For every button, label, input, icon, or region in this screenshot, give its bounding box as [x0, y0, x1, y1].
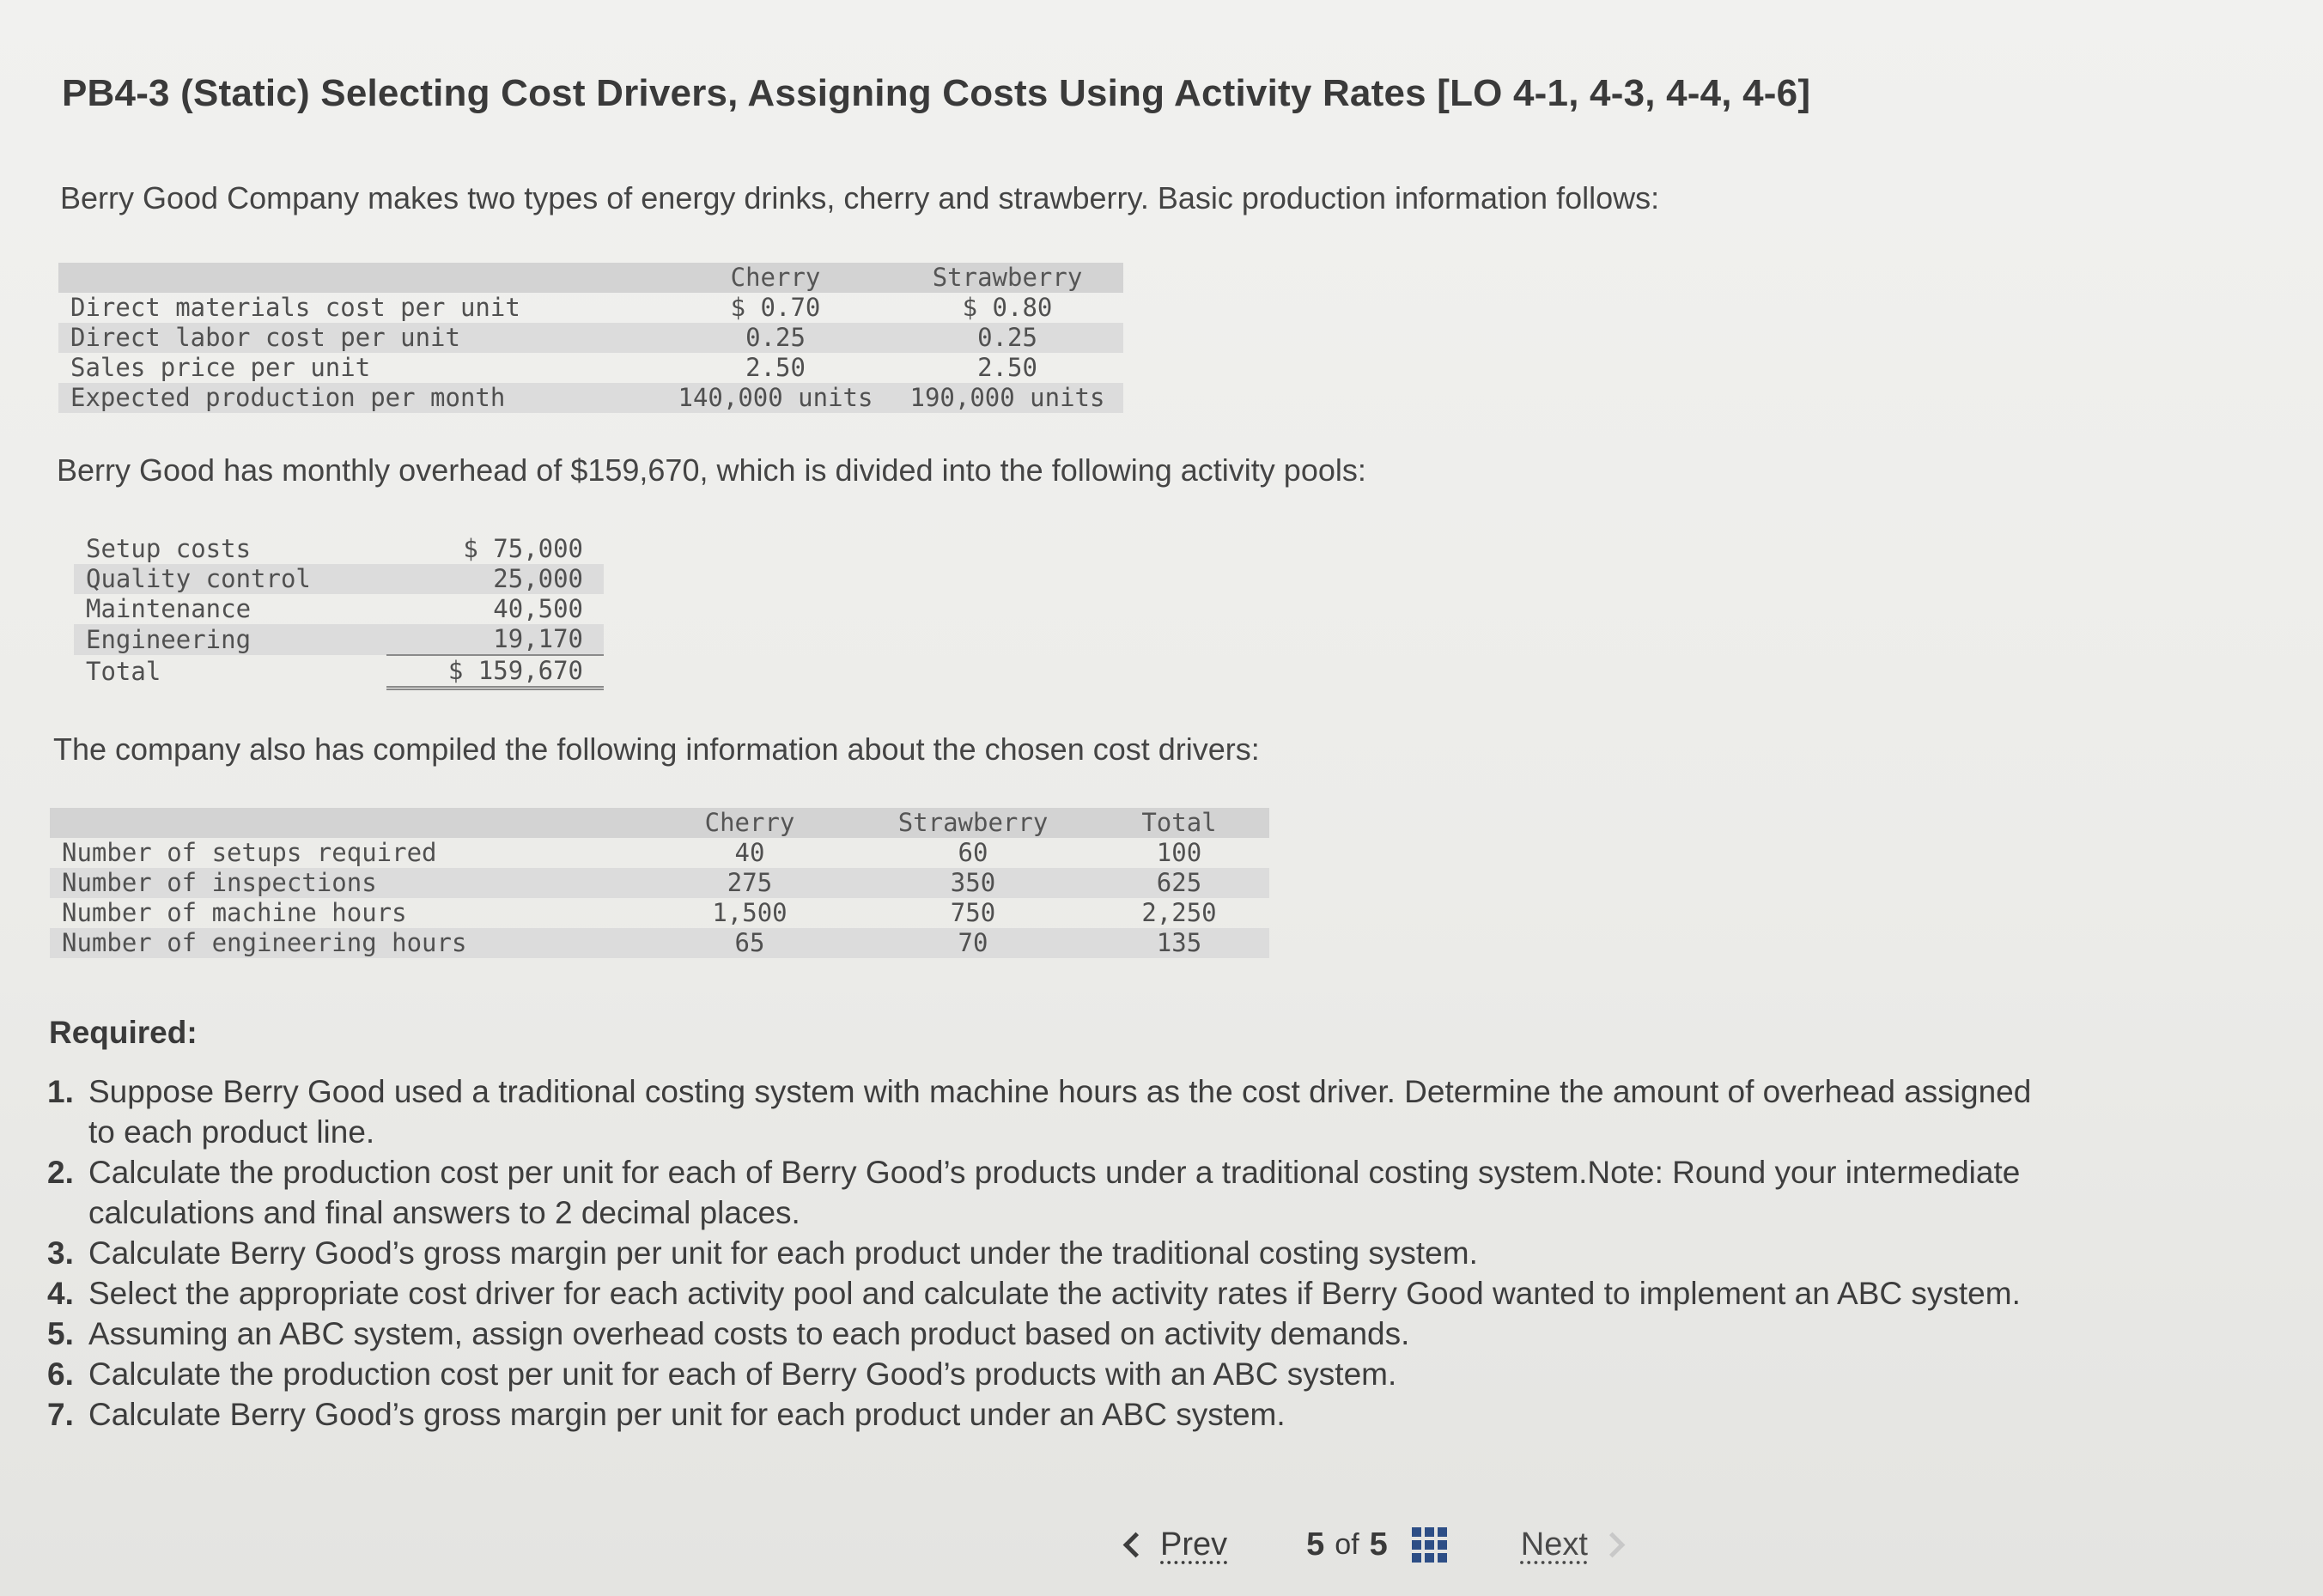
table-row: [50, 868, 1269, 898]
total-value: 625: [1089, 868, 1269, 898]
table-row: [74, 624, 604, 655]
cherry-value: 0.25: [660, 323, 891, 353]
strawberry-value: $ 0.80: [962, 293, 1053, 322]
table-row: [74, 594, 604, 624]
cost-driver-table: [50, 808, 1269, 958]
table-row: [58, 323, 1123, 353]
strawberry-value: 60: [958, 838, 988, 867]
row-label: Number of engineering hours: [50, 928, 642, 958]
production-info-table: [58, 263, 1123, 413]
cherry-value: 2.50: [745, 353, 806, 382]
intro-paragraph-drivers: The company also has compiled the following information about the chosen cost drivers:: [53, 731, 1260, 767]
list-item: [47, 1273, 2048, 1314]
cherry-value: 65: [642, 928, 857, 958]
strawberry-value: 2.50: [977, 353, 1037, 382]
strawberry-value: 190,000 units: [891, 383, 1123, 413]
cherry-value: 1,500: [712, 898, 788, 927]
amount-value: $ 75,000: [463, 534, 583, 563]
cherry-value: 140,000 units: [660, 383, 891, 413]
list-item: [47, 1071, 2048, 1152]
grid-icon[interactable]: [1412, 1527, 1447, 1563]
header-total: Total: [1089, 808, 1269, 838]
header-strawberry: Strawberry: [857, 808, 1089, 838]
intro-paragraph-overhead: Berry Good has monthly overhead of $159,670, which is divided into the following activity pools:: [57, 452, 1366, 488]
list-item: [47, 1233, 2048, 1273]
cherry-value: $ 0.70: [730, 293, 821, 322]
row-label: Number of setups required: [62, 838, 437, 867]
row-label: Total: [86, 656, 161, 686]
row-label: Engineering: [74, 624, 386, 655]
item-text: Select the appropriate cost driver for each activity pool and calculate the activity rates if Berry Good wanted to implement an ABC system.: [88, 1276, 2021, 1311]
page-indicator: [1306, 1526, 1388, 1563]
item-text: Calculate the production cost per unit for each of Berry Good’s products under a traditional costing system.Note: Round your intermediate calculations and final answers to 2 decimal places.: [88, 1155, 2021, 1230]
table-row: [50, 838, 1269, 868]
row-label: Number of machine hours: [62, 898, 407, 927]
strawberry-value: 70: [857, 928, 1089, 958]
total-value: 100: [1156, 838, 1202, 867]
list-item: [47, 1354, 2048, 1394]
table-row: [74, 534, 604, 564]
next-button[interactable]: [1521, 1526, 1621, 1563]
header-cherry: Cherry: [642, 808, 857, 838]
chevron-left-icon: [1123, 1532, 1149, 1558]
total-value: 2,250: [1141, 898, 1217, 927]
item-text: Assuming an ABC system, assign overhead costs to each product based on activity demands.: [88, 1316, 1410, 1351]
table-row: [58, 383, 1123, 413]
of-label: of: [1335, 1528, 1359, 1561]
item-text: Calculate Berry Good’s gross margin per unit for each product under the traditional costing system.: [88, 1235, 1478, 1271]
item-number: 5.: [47, 1316, 74, 1351]
strawberry-value: 0.25: [891, 323, 1123, 353]
strawberry-value: 750: [950, 898, 996, 927]
amount-value: $ 159,670: [386, 655, 604, 689]
row-label: Number of inspections: [50, 868, 642, 898]
next-label: Next: [1520, 1526, 1588, 1563]
total-value: 135: [1089, 928, 1269, 958]
list-item: [47, 1314, 2048, 1354]
required-heading: Required:: [49, 1015, 198, 1050]
item-text: Calculate Berry Good’s gross margin per unit for each product under an ABC system.: [88, 1397, 1286, 1432]
cherry-value: 275: [642, 868, 857, 898]
amount-value: 40,500: [493, 594, 583, 623]
list-item: [47, 1394, 2048, 1435]
requirements-list: [47, 1071, 2048, 1435]
row-label: Maintenance: [86, 594, 252, 623]
pagination-nav: [1127, 1526, 1621, 1563]
prev-button[interactable]: [1127, 1526, 1227, 1563]
amount-value: 19,170: [386, 624, 604, 655]
list-item: [47, 1152, 2048, 1233]
table-header-row: [50, 808, 1269, 838]
header-cell: [58, 263, 660, 293]
item-number: 4.: [47, 1276, 74, 1311]
header-cherry: Cherry: [660, 263, 891, 293]
item-text: Calculate the production cost per unit for each of Berry Good’s products with an ABC system.: [88, 1356, 1397, 1392]
item-number: 3.: [47, 1235, 74, 1271]
item-text: Suppose Berry Good used a traditional costing system with machine hours as the cost driver. Determine the amount of overhead assigned to each product line.: [88, 1074, 2032, 1150]
item-number: 1.: [47, 1074, 74, 1109]
strawberry-value: 350: [857, 868, 1089, 898]
header-cell: [50, 808, 642, 838]
row-label: Sales price per unit: [70, 353, 371, 382]
table-row: [58, 293, 1123, 323]
header-strawberry: Strawberry: [891, 263, 1123, 293]
table-row: [58, 353, 1123, 383]
cherry-value: 40: [734, 838, 765, 867]
row-label: Direct labor cost per unit: [58, 323, 660, 353]
chevron-right-icon: [1600, 1532, 1626, 1558]
table-row: [74, 564, 604, 594]
intro-paragraph-production: Berry Good Company makes two types of energy drinks, cherry and strawberry. Basic production information follows:: [60, 180, 1660, 215]
prev-label: Prev: [1160, 1526, 1228, 1563]
table-row: [50, 898, 1269, 928]
table-header-row: [58, 263, 1123, 293]
amount-value: 25,000: [386, 564, 604, 594]
table-row: [50, 928, 1269, 958]
row-label: Setup costs: [86, 534, 252, 563]
activity-pool-table: [74, 534, 604, 690]
row-label: Expected production per month: [58, 383, 660, 413]
current-page: 5: [1306, 1526, 1325, 1563]
item-number: 7.: [47, 1397, 74, 1432]
item-number: 2.: [47, 1155, 74, 1190]
page-title: PB4-3 (Static) Selecting Cost Drivers, Assigning Costs Using Activity Rates [LO 4-1, 4-3, 4-4, 4-6]: [62, 72, 1811, 114]
total-pages: 5: [1369, 1526, 1388, 1563]
item-number: 6.: [47, 1356, 74, 1392]
row-label: Direct materials cost per unit: [70, 293, 520, 322]
table-row-total: [74, 655, 604, 689]
row-label: Quality control: [74, 564, 386, 594]
